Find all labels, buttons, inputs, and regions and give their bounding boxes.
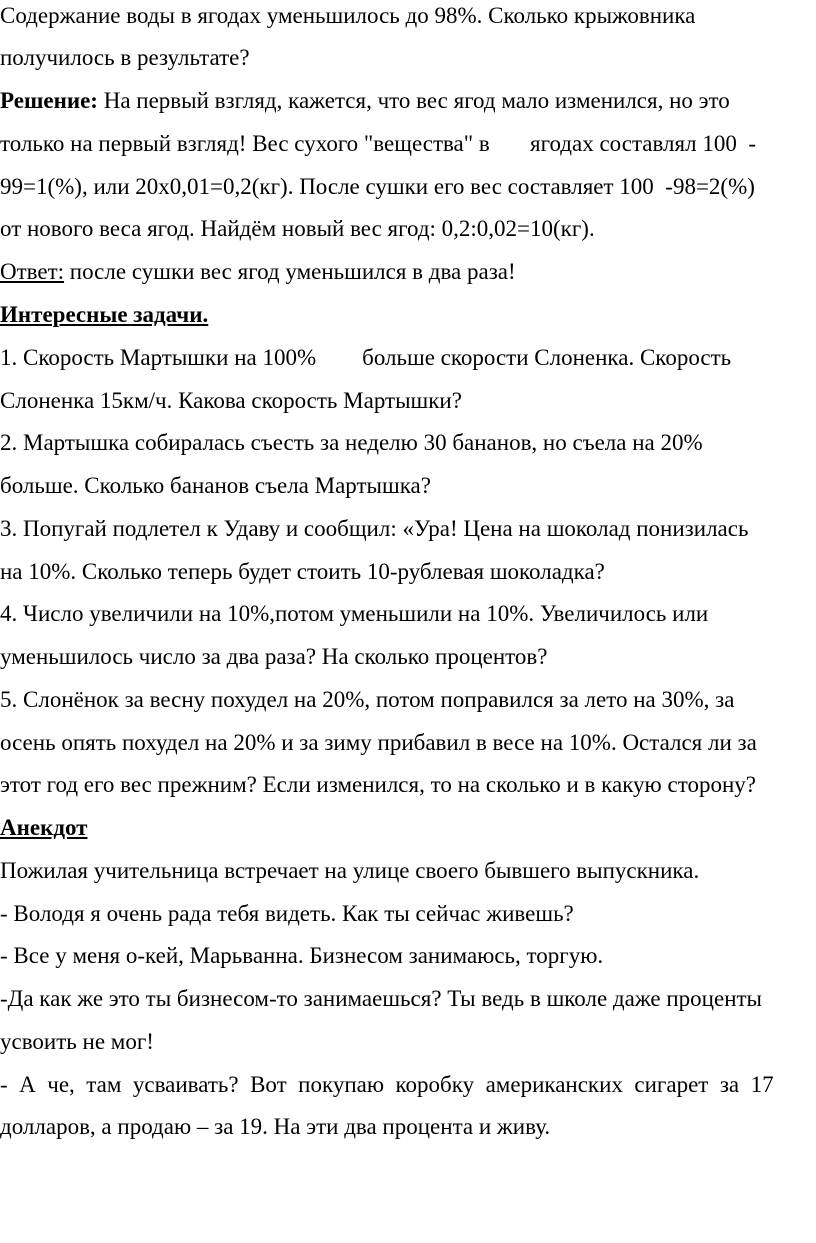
- joke-line: усвоить не мог!: [0, 1029, 154, 1054]
- joke-line: Пожилая учительница встречает на улице своего бывшего выпускника.: [0, 858, 700, 883]
- joke-line: -Да как же это ты бизнесом-то занимаешься? Ты ведь в школе даже проценты: [0, 986, 763, 1011]
- solution-line: от нового веса ягод. Найдём новый вес ягод: 0,2:0,02=10(кг).: [0, 216, 595, 241]
- joke-line: - Володя я очень рада тебя видеть. Как ты сейчас живешь?: [0, 901, 574, 926]
- intro-line: Содержание воды в ягодах уменьшилось до 98%. Сколько крыжовника: [0, 3, 696, 28]
- joke-line: - А че, там усваивать? Вот покупаю коробку американских сигарет за 17: [0, 1072, 774, 1097]
- solution-label: Решение:: [0, 88, 98, 113]
- problem-line: 2. Мартышка собиралась съесть за неделю 30 бананов, но съела на 20%: [0, 430, 703, 455]
- solution-line: 99=1(%), или 20х0,01=0,2(кг). После сушки его вес составляет 100 -98=2(%): [0, 174, 755, 199]
- joke-heading: Анекдот: [0, 815, 88, 840]
- problem-line: этот год его вес прежним? Если изменился, то на сколько и в какую сторону?: [0, 772, 756, 797]
- problem-line: Слоненка 15км/ч. Какова скорость Мартышки?: [0, 388, 462, 413]
- problem-line: 1. Скорость Мартышки на 100% больше скорости Слоненка. Скорость: [0, 345, 732, 370]
- problems-heading: Интересные задачи.: [0, 302, 209, 327]
- answer-line: [0, 258, 516, 286]
- solution-line: только на первый взгляд! Вес сухого "вещества" в ягодах составлял 100 -: [0, 131, 756, 156]
- solution-line: [0, 87, 730, 115]
- intro-line: получилось в результате?: [0, 45, 250, 70]
- problem-line: 5. Слонёнок за весну похудел на 20%, потом поправился за лето на 30%, за: [0, 687, 735, 712]
- problem-line: на 10%. Сколько теперь будет стоить 10-рублевая шоколадка?: [0, 559, 605, 584]
- problem-line: осень опять похудел на 20% и за зиму прибавил в весе на 10%. Остался ли за: [0, 730, 757, 755]
- problem-line: больше. Сколько бананов съела Мартышка?: [0, 473, 431, 498]
- joke-line: - Все у меня о-кей, Марьванна. Бизнесом занимаюсь, торгую.: [0, 943, 604, 968]
- problem-line: 4. Число увеличили на 10%,потом уменьшили на 10%. Увеличилось или: [0, 601, 709, 626]
- problem-line: уменьшилось число за два раза? На сколько процентов?: [0, 644, 548, 669]
- joke-line: долларов, а продаю – за 19. На эти два процента и живу.: [0, 1114, 551, 1139]
- answer-label: Ответ:: [0, 259, 65, 284]
- answer-text: после сушки вес ягод уменьшился в два раза!: [64, 259, 516, 284]
- problem-line: 3. Попугай подлетел к Удаву и сообщил: «Ура! Цена на шоколад понизилась: [0, 516, 749, 541]
- solution-text: На первый взгляд, кажется, что вес ягод мало изменился, но это: [97, 88, 730, 113]
